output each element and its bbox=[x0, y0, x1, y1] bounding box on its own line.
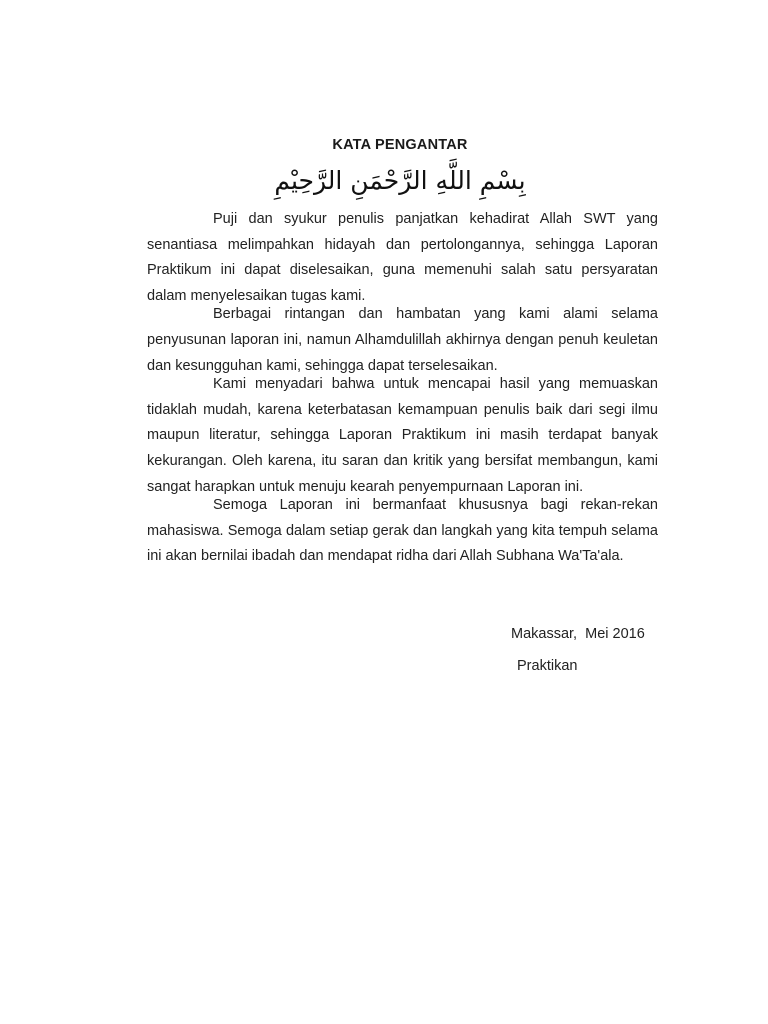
paragraph-gratitude: Puji dan syukur penulis panjatkan kehadirat Allah SWT yang senantiasa melimpahkan hidayah dan pertolongannya, sehingga Laporan Praktikum ini dapat diselesaikan, guna memenuhi salah satu persyaratan dalam menyelesaikan tugas kami. bbox=[147, 211, 658, 304]
paragraph-obstacles: Berbagai rintangan dan hambatan yang kami alami selama penyusunan laporan ini, namun Alhamdulillah akhirnya dengan penuh keuletan dan kesungguhan kami, sehingga dapat terselesaikan. bbox=[147, 306, 658, 374]
foreword-body bbox=[147, 207, 658, 570]
basmalah-calligraphy: بِسْمِ اللَّهِ الرَّحْمَنِ الرَّحِيْمِ bbox=[274, 166, 526, 195]
paragraph-shortcomings: Kami menyadari bahwa untuk mencapai hasil yang memuaskan tidaklah mudah, karena keterbatasan kemampuan penulis baik dari segi ilmu maupun literatur, sehingga Laporan Praktikum ini masih terdapat banyak kekurangan. Oleh karena, itu saran dan kritik yang bersifat membangun, kami sangat harapkan untuk menuju kearah penyempurnaan Laporan ini. bbox=[147, 376, 658, 495]
page-title: KATA PENGANTAR bbox=[332, 137, 468, 153]
place-date: Makassar, Mei 2016 bbox=[511, 626, 645, 642]
paragraph-hope: Semoga Laporan ini bermanfaat khususnya bagi rekan-rekan mahasiswa. Semoga dalam setiap gerak dan langkah yang kita tempuh selama ini akan bernilai ibadah dan mendapat ridha dari Allah Subhana Wa'Ta'ala. bbox=[147, 497, 658, 565]
signer-name: Praktikan bbox=[517, 658, 578, 674]
